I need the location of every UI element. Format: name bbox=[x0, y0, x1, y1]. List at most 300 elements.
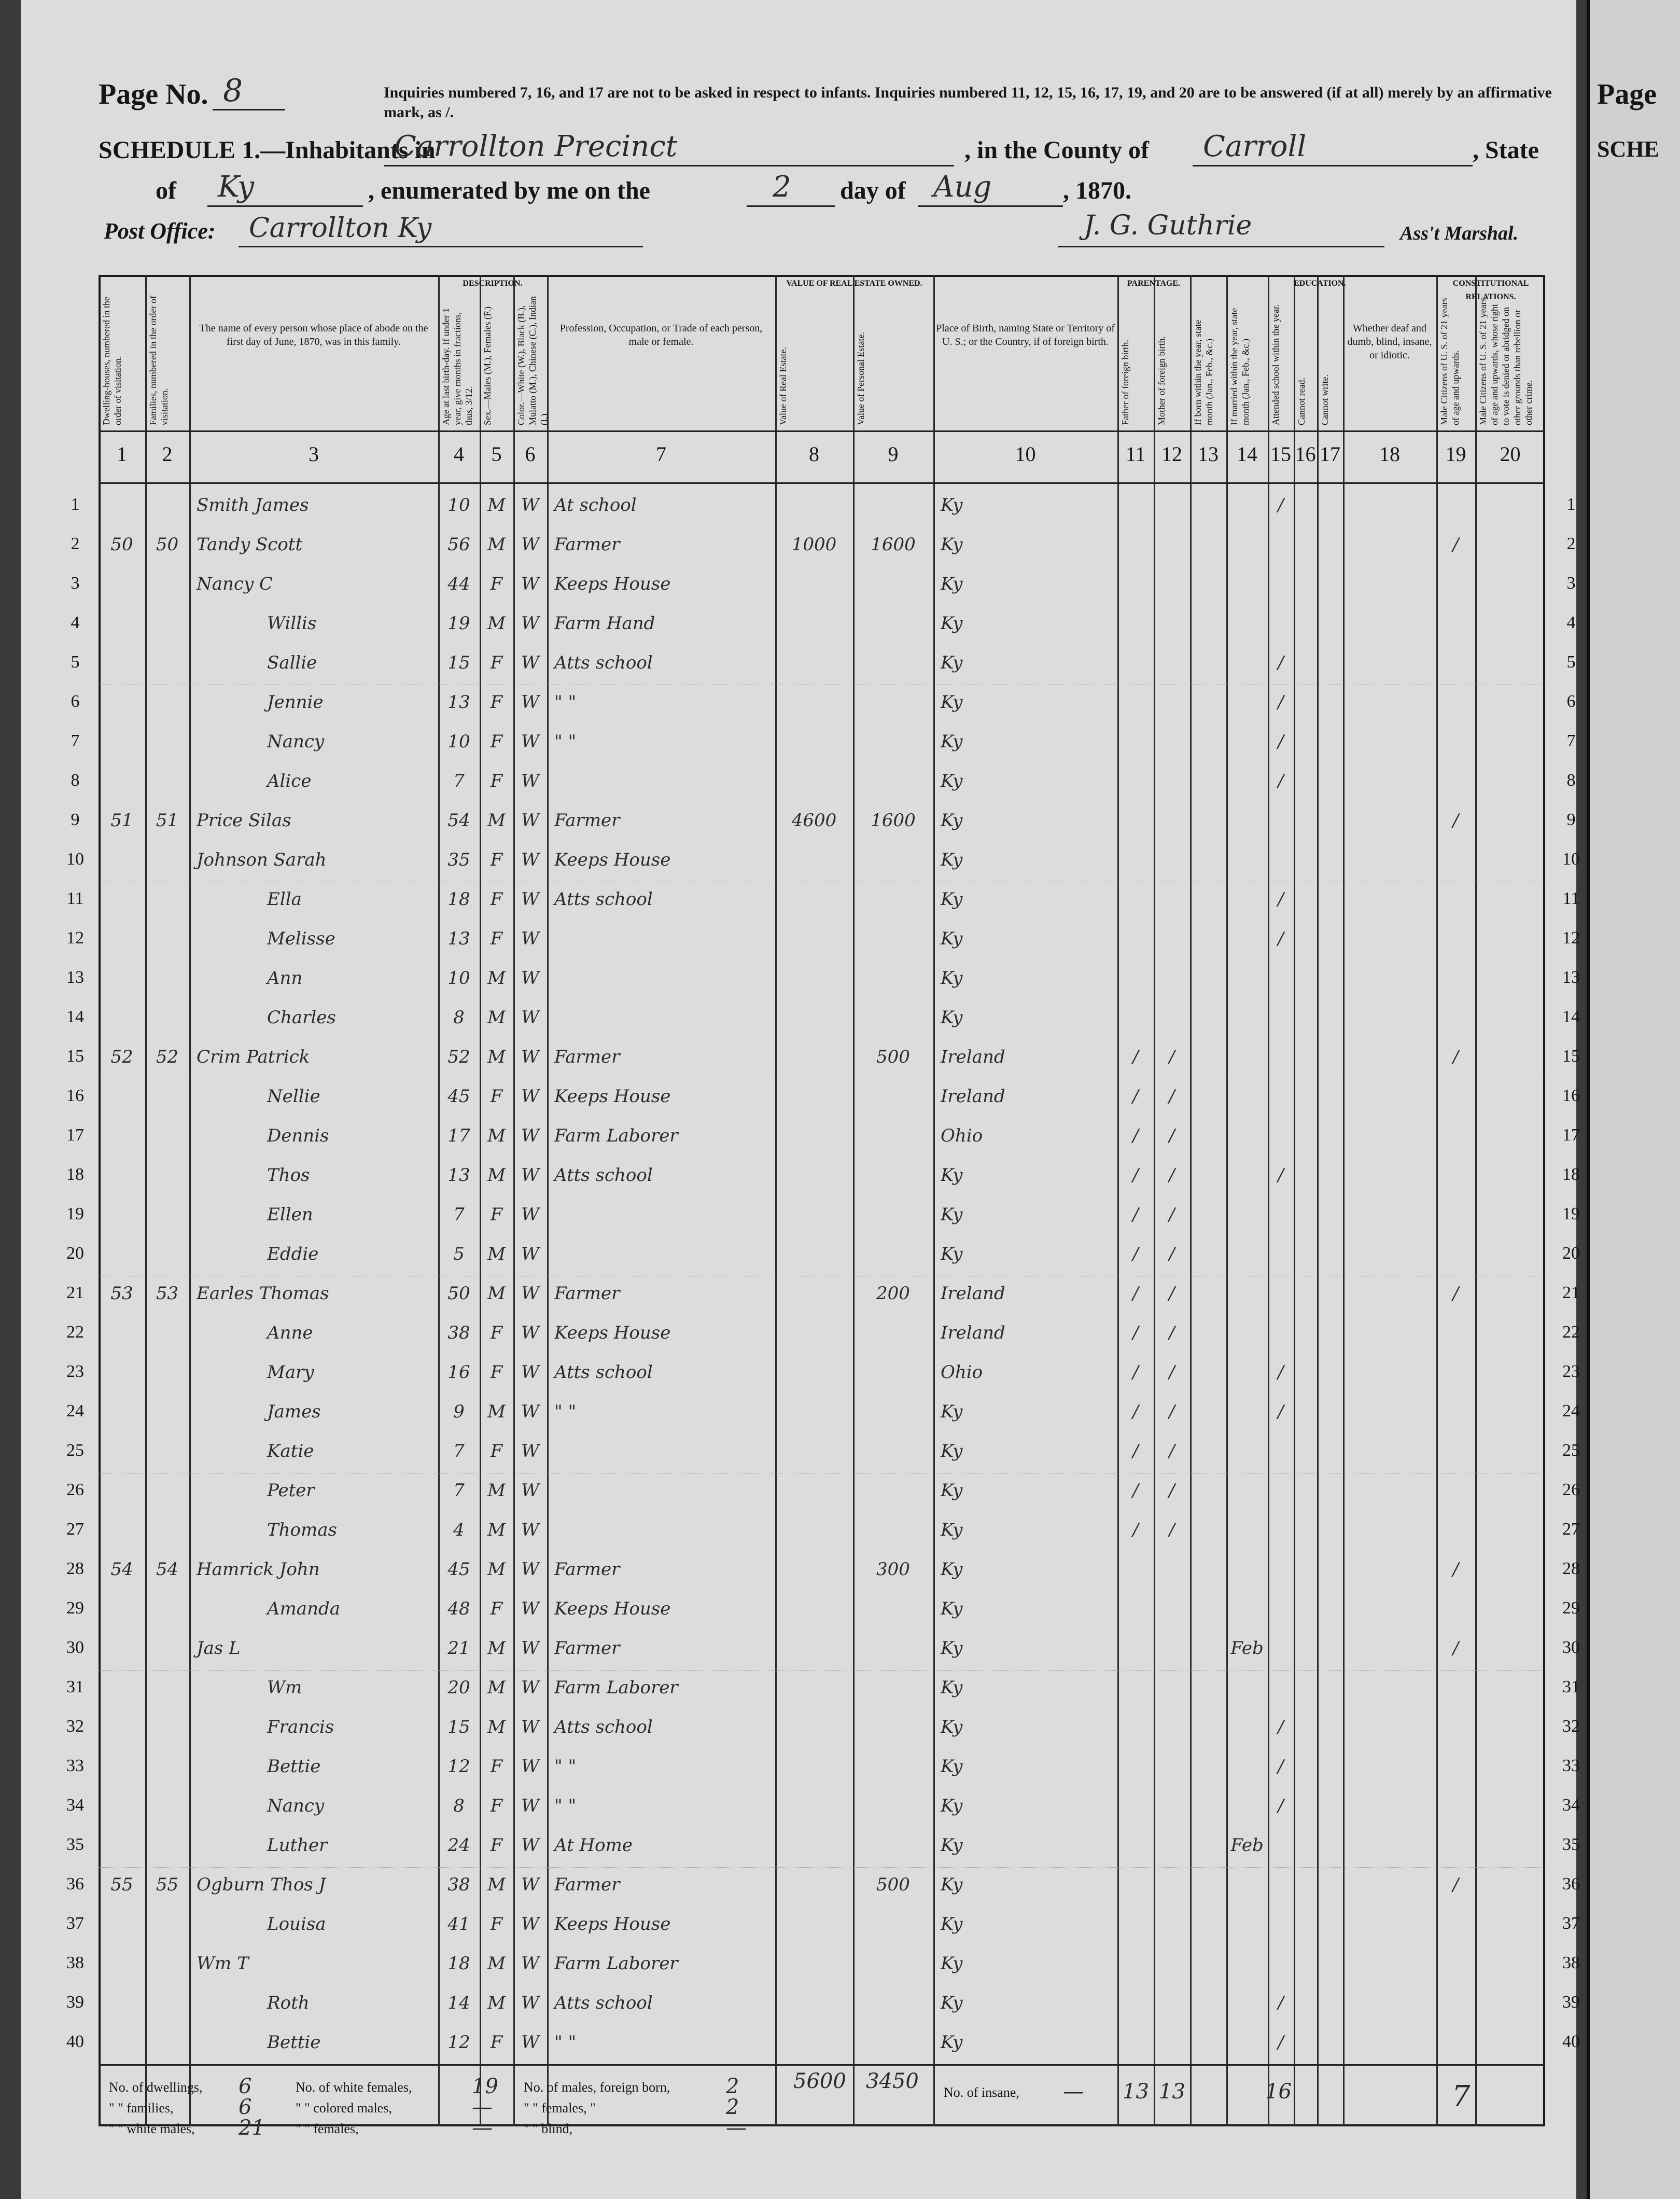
line-number-left: 15 bbox=[66, 1047, 84, 1066]
cell-attended-school: / bbox=[1278, 1362, 1284, 1383]
cell-age: 13 bbox=[447, 692, 470, 713]
cell-sex: F bbox=[490, 1835, 503, 1856]
cell-citizen: / bbox=[1452, 810, 1459, 831]
row-divider bbox=[99, 1670, 1545, 1671]
cell-sex: F bbox=[490, 1441, 503, 1462]
cell-real-estate: 4600 bbox=[791, 810, 837, 831]
cell-mother-foreign: / bbox=[1169, 1323, 1175, 1343]
state-line bbox=[207, 205, 363, 207]
line-number-right: 8 bbox=[1566, 771, 1576, 790]
line-number-right: 11 bbox=[1562, 889, 1580, 908]
cell-birthplace: Ky bbox=[941, 1993, 963, 2013]
cell-sex: M bbox=[487, 1677, 506, 1698]
column-number-sex: 5 bbox=[491, 442, 502, 466]
colored-females-count: — bbox=[472, 2116, 493, 2140]
cell-color: W bbox=[521, 850, 539, 870]
row-divider bbox=[99, 1867, 1545, 1868]
cell-color: W bbox=[521, 968, 539, 989]
line-number-right: 10 bbox=[1562, 850, 1580, 869]
page-number-line bbox=[213, 109, 285, 110]
cell-age: 5 bbox=[453, 1244, 465, 1264]
cell-real-estate: 1000 bbox=[791, 534, 837, 555]
cell-mother-foreign: / bbox=[1169, 1362, 1175, 1383]
cell-name: Alice bbox=[267, 771, 312, 791]
line-number-left: 36 bbox=[66, 1874, 84, 1894]
cell-attended-school: / bbox=[1278, 495, 1284, 516]
cell-color: W bbox=[521, 1204, 539, 1225]
cell-occupation: Farmer bbox=[554, 1283, 620, 1304]
cell-birthplace: Ky bbox=[941, 889, 963, 910]
cell-occupation: " " bbox=[554, 1796, 577, 1816]
cell-birthplace: Ky bbox=[941, 1520, 963, 1540]
line-number-left: 25 bbox=[66, 1441, 84, 1460]
cell-color: W bbox=[521, 1125, 539, 1146]
insane-label: No. of insane, bbox=[944, 2085, 1019, 2100]
cell-birthplace: Ky bbox=[941, 652, 963, 673]
column-divider bbox=[1475, 275, 1477, 2126]
cell-sex: M bbox=[487, 1559, 506, 1580]
cell-occupation: Atts school bbox=[554, 1717, 653, 1737]
cell-sex: M bbox=[487, 1638, 506, 1659]
line-number-left: 3 bbox=[71, 574, 80, 593]
blind-count: — bbox=[726, 2116, 747, 2140]
cell-color: W bbox=[521, 1598, 539, 1619]
cell-citizen: / bbox=[1452, 1874, 1459, 1895]
cell-mother-foreign: / bbox=[1169, 1283, 1175, 1304]
cell-occupation: Farm Laborer bbox=[554, 1953, 678, 1974]
cell-age: 18 bbox=[447, 1953, 470, 1974]
line-number-right: 33 bbox=[1562, 1756, 1580, 1775]
cell-birthplace: Ky bbox=[941, 771, 963, 791]
column-header-sex: Sex.—Males (M.), Females (F.) bbox=[482, 306, 493, 425]
adjacent-page-edge bbox=[1587, 0, 1680, 2199]
cell-dwelling: 52 bbox=[110, 1047, 133, 1067]
column-number-born-month: 13 bbox=[1198, 442, 1219, 466]
white-males-count: 21 bbox=[239, 2116, 265, 2140]
cell-name: Bettie bbox=[267, 1756, 321, 1777]
cell-father-foreign: / bbox=[1132, 1283, 1139, 1304]
cell-age: 10 bbox=[447, 731, 470, 752]
cell-name: Francis bbox=[267, 1717, 334, 1737]
census-table bbox=[66, 275, 1580, 2140]
line-number-left: 32 bbox=[66, 1717, 84, 1736]
cell-sex: M bbox=[487, 1717, 506, 1737]
line-number-left: 1 bbox=[71, 495, 80, 514]
cell-name: Ella bbox=[267, 889, 302, 910]
colored-males-count: — bbox=[472, 2095, 493, 2119]
cell-color: W bbox=[521, 1677, 539, 1698]
cell-name: Jas L bbox=[197, 1638, 241, 1659]
cell-family: 53 bbox=[156, 1283, 179, 1304]
cell-name: Thomas bbox=[267, 1520, 338, 1540]
cell-age: 18 bbox=[447, 889, 470, 910]
dwellings-label: No. of dwellings, bbox=[109, 2080, 203, 2095]
cell-citizen: / bbox=[1452, 1047, 1459, 1067]
cell-occupation: Farmer bbox=[554, 1047, 620, 1067]
cell-sex: F bbox=[490, 1362, 503, 1383]
cell-age: 9 bbox=[453, 1401, 465, 1422]
cell-attended-school: / bbox=[1278, 1165, 1284, 1186]
cell-age: 41 bbox=[447, 1914, 470, 1934]
cell-sex: M bbox=[487, 1993, 506, 2013]
cell-attended-school: / bbox=[1278, 2032, 1284, 2053]
month-line bbox=[918, 205, 1063, 207]
column-number-cannot-read: 16 bbox=[1295, 442, 1316, 466]
line-number-right: 38 bbox=[1562, 1953, 1580, 1972]
cell-birthplace: Ky bbox=[941, 1914, 963, 1934]
cell-personal-estate: 500 bbox=[876, 1874, 910, 1895]
line-number-right: 17 bbox=[1562, 1125, 1580, 1145]
cell-dwelling: 53 bbox=[110, 1283, 133, 1304]
cell-father-foreign: / bbox=[1132, 1086, 1139, 1107]
line-number-right: 31 bbox=[1562, 1677, 1580, 1696]
cell-name: Crim Patrick bbox=[197, 1047, 310, 1067]
cell-color: W bbox=[521, 1441, 539, 1462]
cell-color: W bbox=[521, 928, 539, 949]
constitutional-group-header: CONSTITUTIONAL RELATIONS. bbox=[1452, 279, 1529, 301]
cell-name: Price Silas bbox=[197, 810, 291, 831]
cell-birthplace: Ky bbox=[941, 1953, 963, 1974]
cell-birthplace: Ireland bbox=[941, 1323, 1005, 1343]
cell-attended-school: / bbox=[1278, 1993, 1284, 2013]
cell-mother-foreign: / bbox=[1169, 1047, 1175, 1067]
cell-sex: M bbox=[487, 810, 506, 831]
cell-occupation: Keeps House bbox=[554, 850, 671, 870]
cell-occupation: Atts school bbox=[554, 1362, 653, 1383]
cell-father-foreign: / bbox=[1132, 1520, 1139, 1540]
line-number-right: 15 bbox=[1562, 1047, 1580, 1066]
enumerated-label: , enumerated by me on the bbox=[368, 177, 650, 204]
column-header-color: Color.—White (W.), Black (B.), Mulatto (M.), Chinese (C.), Indian (I.) bbox=[516, 296, 549, 425]
line-number-right: 30 bbox=[1562, 1638, 1580, 1657]
cell-age: 14 bbox=[447, 1993, 470, 2013]
parentage-group-header: PARENTAGE. bbox=[1127, 279, 1181, 288]
cell-color: W bbox=[521, 1480, 539, 1501]
cell-birthplace: Ky bbox=[941, 1677, 963, 1698]
line-number-right: 26 bbox=[1562, 1480, 1580, 1499]
cell-attended-school: / bbox=[1278, 889, 1284, 910]
cell-color: W bbox=[521, 1756, 539, 1777]
cell-personal-estate: 1600 bbox=[871, 534, 916, 555]
cell-sex: M bbox=[487, 1953, 506, 1974]
line-number-right: 7 bbox=[1566, 731, 1576, 750]
cell-age: 7 bbox=[453, 1441, 465, 1462]
line-number-right: 21 bbox=[1562, 1283, 1580, 1302]
cell-name: Dennis bbox=[267, 1125, 329, 1146]
place-name: Carrollton Precinct bbox=[394, 130, 678, 163]
value-estate-group-header: VALUE OF REAL ESTATE OWNED. bbox=[786, 279, 922, 288]
cell-birthplace: Ky bbox=[941, 692, 963, 713]
day-line bbox=[747, 205, 835, 207]
line-number-left: 2 bbox=[71, 534, 80, 553]
line-number-right: 35 bbox=[1562, 1835, 1580, 1854]
cell-color: W bbox=[521, 889, 539, 910]
foreign-females-label: " " females, " bbox=[524, 2100, 596, 2116]
cell-sex: F bbox=[490, 1914, 503, 1934]
cell-sex: F bbox=[490, 889, 503, 910]
cell-dwelling: 55 bbox=[110, 1874, 133, 1895]
column-divider bbox=[1117, 275, 1119, 2126]
cell-father-foreign: / bbox=[1132, 1401, 1139, 1422]
column-number-infirmity: 18 bbox=[1379, 442, 1400, 466]
cell-birthplace: Ohio bbox=[941, 1125, 983, 1146]
cell-father-foreign: / bbox=[1132, 1204, 1139, 1225]
page-number: 8 bbox=[223, 73, 243, 109]
line-number-left: 29 bbox=[66, 1598, 84, 1618]
column-number-citizen: 19 bbox=[1445, 442, 1466, 466]
personal-estate-total: 3450 bbox=[866, 2069, 919, 2093]
cell-personal-estate: 500 bbox=[876, 1047, 910, 1067]
cell-father-foreign: / bbox=[1132, 1165, 1139, 1186]
cell-age: 20 bbox=[447, 1677, 470, 1698]
cell-age: 4 bbox=[453, 1520, 465, 1540]
line-number-left: 37 bbox=[66, 1914, 84, 1933]
cell-birthplace: Ky bbox=[941, 850, 963, 870]
cell-father-foreign: / bbox=[1132, 1125, 1139, 1146]
citizens-total: 7 bbox=[1452, 2080, 1471, 2113]
line-number-right: 18 bbox=[1562, 1165, 1580, 1184]
cell-name: Wm bbox=[267, 1677, 302, 1698]
cell-family: 54 bbox=[156, 1559, 179, 1580]
column-number-age: 4 bbox=[454, 442, 464, 466]
families-count: 6 bbox=[239, 2095, 252, 2119]
cell-color: W bbox=[521, 1323, 539, 1343]
line-number-left: 6 bbox=[71, 692, 80, 711]
enumeration-day: 2 bbox=[773, 170, 791, 204]
cell-sex: F bbox=[490, 1204, 503, 1225]
column-number-birthplace: 10 bbox=[1015, 442, 1036, 466]
cell-birthplace: Ireland bbox=[941, 1047, 1005, 1067]
cell-occupation: " " bbox=[554, 692, 577, 713]
description-group-header: DESCRIPTION. bbox=[463, 279, 523, 288]
cell-birthplace: Ky bbox=[941, 574, 963, 594]
line-number-right: 5 bbox=[1566, 652, 1576, 672]
cell-sex: F bbox=[490, 2032, 503, 2053]
column-number-color: 6 bbox=[525, 442, 536, 466]
cell-sex: F bbox=[490, 1323, 503, 1343]
foreign-females-count: 2 bbox=[726, 2095, 739, 2119]
cell-occupation: " " bbox=[554, 2032, 577, 2053]
column-number-mother-foreign: 12 bbox=[1161, 442, 1182, 466]
cell-birthplace: Ky bbox=[941, 1598, 963, 1619]
foreign-males-label: No. of males, foreign born, bbox=[524, 2080, 670, 2095]
line-number-left: 39 bbox=[66, 1993, 84, 2012]
column-number-father-foreign: 11 bbox=[1125, 442, 1146, 466]
cell-age: 15 bbox=[447, 1717, 470, 1737]
instructions-note: Inquiries numbered 7, 16, and 17 are not to be asked in respect to infants. Inquiries numbered 11, 12, 15, 16, 17, 19, and 20 are to be answered (if at all) merely by an affirmative mark, as /. bbox=[384, 84, 1552, 121]
cell-attended-school: / bbox=[1278, 1756, 1284, 1777]
cell-color: W bbox=[521, 1796, 539, 1816]
column-header-born-month: If born within the year, state month (Jan., Feb., &c.) bbox=[1193, 319, 1214, 425]
cell-birthplace: Ky bbox=[941, 928, 963, 949]
cell-sex: M bbox=[487, 1401, 506, 1422]
cell-name: Peter bbox=[267, 1480, 315, 1501]
line-number-right: 1 bbox=[1566, 495, 1576, 514]
column-header-name: The name of every person whose place of abode on the first day of June, 1870, was in this family. bbox=[199, 323, 428, 347]
cell-age: 52 bbox=[447, 1047, 470, 1067]
cell-sex: F bbox=[490, 771, 503, 791]
cell-birthplace: Ky bbox=[941, 731, 963, 752]
cell-age: 13 bbox=[447, 1165, 470, 1186]
cell-name: Jennie bbox=[267, 692, 324, 713]
next-schedule-label: SCHE bbox=[1597, 136, 1659, 162]
cell-sex: M bbox=[487, 1874, 506, 1895]
cell-name: Amanda bbox=[267, 1598, 340, 1619]
line-number-right: 19 bbox=[1562, 1204, 1580, 1223]
cell-sex: M bbox=[487, 613, 506, 634]
cell-mother-foreign: / bbox=[1169, 1441, 1175, 1462]
column-divider bbox=[1190, 275, 1192, 2126]
cell-occupation: Keeps House bbox=[554, 1914, 671, 1934]
line-number-left: 14 bbox=[66, 1007, 84, 1026]
cell-dwelling: 54 bbox=[110, 1559, 133, 1580]
line-number-left: 17 bbox=[66, 1125, 84, 1145]
line-number-left: 13 bbox=[66, 968, 84, 987]
cell-color: W bbox=[521, 495, 539, 516]
column-header-occupation: Profession, Occupation, or Trade of each person, male or female. bbox=[559, 323, 763, 347]
cell-age: 12 bbox=[447, 1756, 470, 1777]
cell-name: Nancy C bbox=[197, 574, 273, 594]
post-office-name: Carrollton Ky bbox=[249, 213, 432, 244]
cell-color: W bbox=[521, 1638, 539, 1659]
cell-father-foreign: / bbox=[1132, 1441, 1139, 1462]
cell-citizen: / bbox=[1452, 534, 1459, 555]
cell-occupation: Atts school bbox=[554, 652, 653, 673]
line-number-right: 12 bbox=[1562, 928, 1580, 948]
cell-color: W bbox=[521, 534, 539, 555]
cell-occupation: Farmer bbox=[554, 1638, 620, 1659]
cell-name: Mary bbox=[267, 1362, 314, 1383]
cell-mother-foreign: / bbox=[1169, 1204, 1175, 1225]
cell-birthplace: Ky bbox=[941, 1717, 963, 1737]
cell-sex: M bbox=[487, 1165, 506, 1186]
line-number-left: 26 bbox=[66, 1480, 84, 1499]
column-number-attended-school: 15 bbox=[1270, 442, 1291, 466]
cell-color: W bbox=[521, 810, 539, 831]
cell-occupation: Farmer bbox=[554, 1874, 620, 1895]
cell-mother-foreign: / bbox=[1169, 1165, 1175, 1186]
column-number-citizen-denied: 20 bbox=[1500, 442, 1521, 466]
line-number-left: 8 bbox=[71, 771, 80, 790]
cell-occupation: Farm Laborer bbox=[554, 1677, 678, 1698]
cell-sex: F bbox=[490, 692, 503, 713]
line-number-right: 14 bbox=[1562, 1007, 1580, 1026]
column-divider bbox=[547, 275, 549, 2126]
cell-color: W bbox=[521, 1086, 539, 1107]
cell-birthplace: Ky bbox=[941, 1401, 963, 1422]
cell-occupation: Atts school bbox=[554, 889, 653, 910]
cell-name: Ogburn Thos J bbox=[197, 1874, 326, 1895]
mother-foreign-total: 13 bbox=[1159, 2080, 1185, 2104]
cell-citizen: / bbox=[1452, 1638, 1459, 1659]
insane-count: — bbox=[1063, 2080, 1084, 2104]
cell-color: W bbox=[521, 574, 539, 594]
cell-birthplace: Ky bbox=[941, 1480, 963, 1501]
page-label: Page No. bbox=[99, 78, 208, 110]
cell-color: W bbox=[521, 1244, 539, 1264]
cell-family: 51 bbox=[156, 810, 179, 831]
post-office-label: Post Office: bbox=[104, 218, 216, 244]
real-estate-total: 5600 bbox=[793, 2069, 846, 2093]
cell-age: 38 bbox=[447, 1323, 470, 1343]
cell-birthplace: Ky bbox=[941, 1204, 963, 1225]
families-label: " " families, bbox=[109, 2100, 174, 2116]
cell-birthplace: Ky bbox=[941, 1559, 963, 1580]
line-number-right: 29 bbox=[1562, 1598, 1580, 1618]
line-number-right: 36 bbox=[1562, 1874, 1580, 1894]
line-number-left: 20 bbox=[66, 1244, 84, 1263]
cell-birthplace: Ky bbox=[941, 1638, 963, 1659]
cell-sex: F bbox=[490, 731, 503, 752]
line-number-left: 5 bbox=[71, 652, 80, 672]
column-header-married-month: If married within the year, state month (Jan., Feb., &c.) bbox=[1229, 308, 1251, 425]
cell-sex: F bbox=[490, 574, 503, 594]
line-number-right: 22 bbox=[1562, 1323, 1580, 1342]
cell-attended-school: / bbox=[1278, 1796, 1284, 1816]
column-header-cannot-read: Cannot read. bbox=[1296, 378, 1307, 425]
cell-color: W bbox=[521, 1874, 539, 1895]
cell-color: W bbox=[521, 692, 539, 713]
cell-color: W bbox=[521, 1914, 539, 1934]
cell-birthplace: Ky bbox=[941, 2032, 963, 2053]
cell-color: W bbox=[521, 652, 539, 673]
cell-age: 17 bbox=[447, 1125, 470, 1146]
cell-sex: F bbox=[490, 1796, 503, 1816]
cell-color: W bbox=[521, 1283, 539, 1304]
cell-birthplace: Ky bbox=[941, 1007, 963, 1028]
cell-married-month: Feb bbox=[1230, 1835, 1264, 1856]
cell-occupation: Keeps House bbox=[554, 1086, 671, 1107]
cell-age: 12 bbox=[447, 2032, 470, 2053]
column-number-name: 3 bbox=[309, 442, 319, 466]
cell-occupation: At school bbox=[554, 495, 637, 516]
line-number-left: 7 bbox=[71, 731, 80, 750]
of-label: of bbox=[156, 177, 176, 204]
state-name: Ky bbox=[218, 170, 254, 204]
column-divider bbox=[1154, 275, 1155, 2126]
cell-mother-foreign: / bbox=[1169, 1086, 1175, 1107]
cell-dwelling: 50 bbox=[110, 534, 133, 555]
cell-sex: F bbox=[490, 1756, 503, 1777]
cell-occupation: Farm Hand bbox=[554, 613, 655, 634]
line-number-right: 39 bbox=[1562, 1993, 1580, 2012]
cell-age: 44 bbox=[447, 574, 470, 594]
cell-attended-school: / bbox=[1278, 1401, 1284, 1422]
cell-father-foreign: / bbox=[1132, 1480, 1139, 1501]
cell-family: 52 bbox=[156, 1047, 179, 1067]
colored-males-label: " " colored males, bbox=[296, 2100, 392, 2116]
cell-attended-school: / bbox=[1278, 771, 1284, 791]
cell-sex: M bbox=[487, 1007, 506, 1028]
column-number-family: 2 bbox=[162, 442, 173, 466]
cell-age: 10 bbox=[447, 968, 470, 989]
cell-birthplace: Ky bbox=[941, 534, 963, 555]
cell-sex: M bbox=[487, 1283, 506, 1304]
cell-birthplace: Ky bbox=[941, 1874, 963, 1895]
cell-birthplace: Ky bbox=[941, 1441, 963, 1462]
line-number-left: 21 bbox=[66, 1283, 84, 1302]
cell-family: 50 bbox=[156, 534, 179, 555]
cell-sex: F bbox=[490, 850, 503, 870]
line-number-right: 13 bbox=[1562, 968, 1580, 987]
cell-color: W bbox=[521, 771, 539, 791]
line-number-left: 19 bbox=[66, 1204, 84, 1223]
cell-birthplace: Ohio bbox=[941, 1362, 983, 1383]
cell-age: 24 bbox=[447, 1835, 470, 1856]
cell-name: Ann bbox=[267, 968, 303, 989]
cell-age: 48 bbox=[447, 1598, 470, 1619]
cell-sex: M bbox=[487, 1047, 506, 1067]
